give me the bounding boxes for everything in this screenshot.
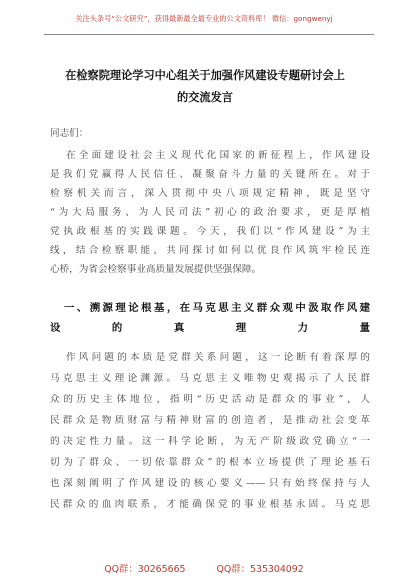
section1-heading-line-1: 一、溯源理论根基，在马克思主义群众观中汲取作风建 (64, 302, 370, 314)
header-promo-note: 关注头条号“公文研究”，获得最新最全最专业的公文资料库！ 微信：gongwenyj (75, 14, 333, 23)
footer-qq-group-2: QQ群：535304092 (216, 564, 304, 575)
para1-line-5: 党执政根基的实践课题。今天，我们以“作风建设”为主 (50, 226, 370, 237)
para2-line-3: 众的历史主体地位，指明“历史活动是群众的事业”，人 (50, 394, 370, 405)
para1-line-4: “为大局服务、为人民司法”初心的政治要求，更是厚植 (50, 207, 370, 218)
para2-line-4: 民群众是物质财富与精神财富的创造者，是推动社会变革 (50, 415, 370, 426)
footer-contact (0, 561, 408, 575)
section1-heading-line-2: 设的真理力量 (50, 322, 370, 334)
para1-line-1: 在全面建设社会主义现代化国家的新征程上，作风建设 (66, 150, 370, 161)
para2-line-1: 作风问题的本质是党群关系问题，这一论断有着深厚的 (66, 352, 370, 363)
para2-line-6: 切为了群众、一切依靠群众”的根本立场提供了理论基石 (50, 457, 370, 468)
para2-line-2: 马克思主义理论渊源。马克思主义唯物史观揭示了人民群 (50, 373, 370, 384)
document-title-line-1: 在检察院理论学习中心组关于加强作风建设专题研讨会上 (65, 68, 345, 82)
para1-line-3: 检察机关而言，深入贯彻中央八项规定精神，既是坚守 (50, 188, 370, 199)
para2-line-7: 也深刻阐明了作风建设的核心要义——只有始终保持与人 (50, 478, 370, 489)
para1-line-7: 心桥，为省会检察事业高质量发展提供坚强保障。 (50, 264, 262, 275)
document-title-line-2: 的交流发言 (177, 90, 233, 104)
para1-line-2: 是我们党赢得人民信任、凝聚奋斗力量的关键所在。对于 (50, 169, 370, 180)
para2-line-8: 民群众的血肉联系，才能确保党的事业根基永固。马克思 (50, 499, 370, 510)
footer-qq-group-1: QQ群：30265665 (104, 564, 186, 575)
para1-line-6: 线，结合检察职能，共同探讨如何以优良作风筑牢检民连 (50, 245, 370, 256)
para2-line-5: 的决定性力量。这一科学论断，为无产阶级政党确立“一 (50, 436, 370, 447)
header-divider (44, 34, 374, 35)
salutation: 同志们： (50, 128, 89, 139)
